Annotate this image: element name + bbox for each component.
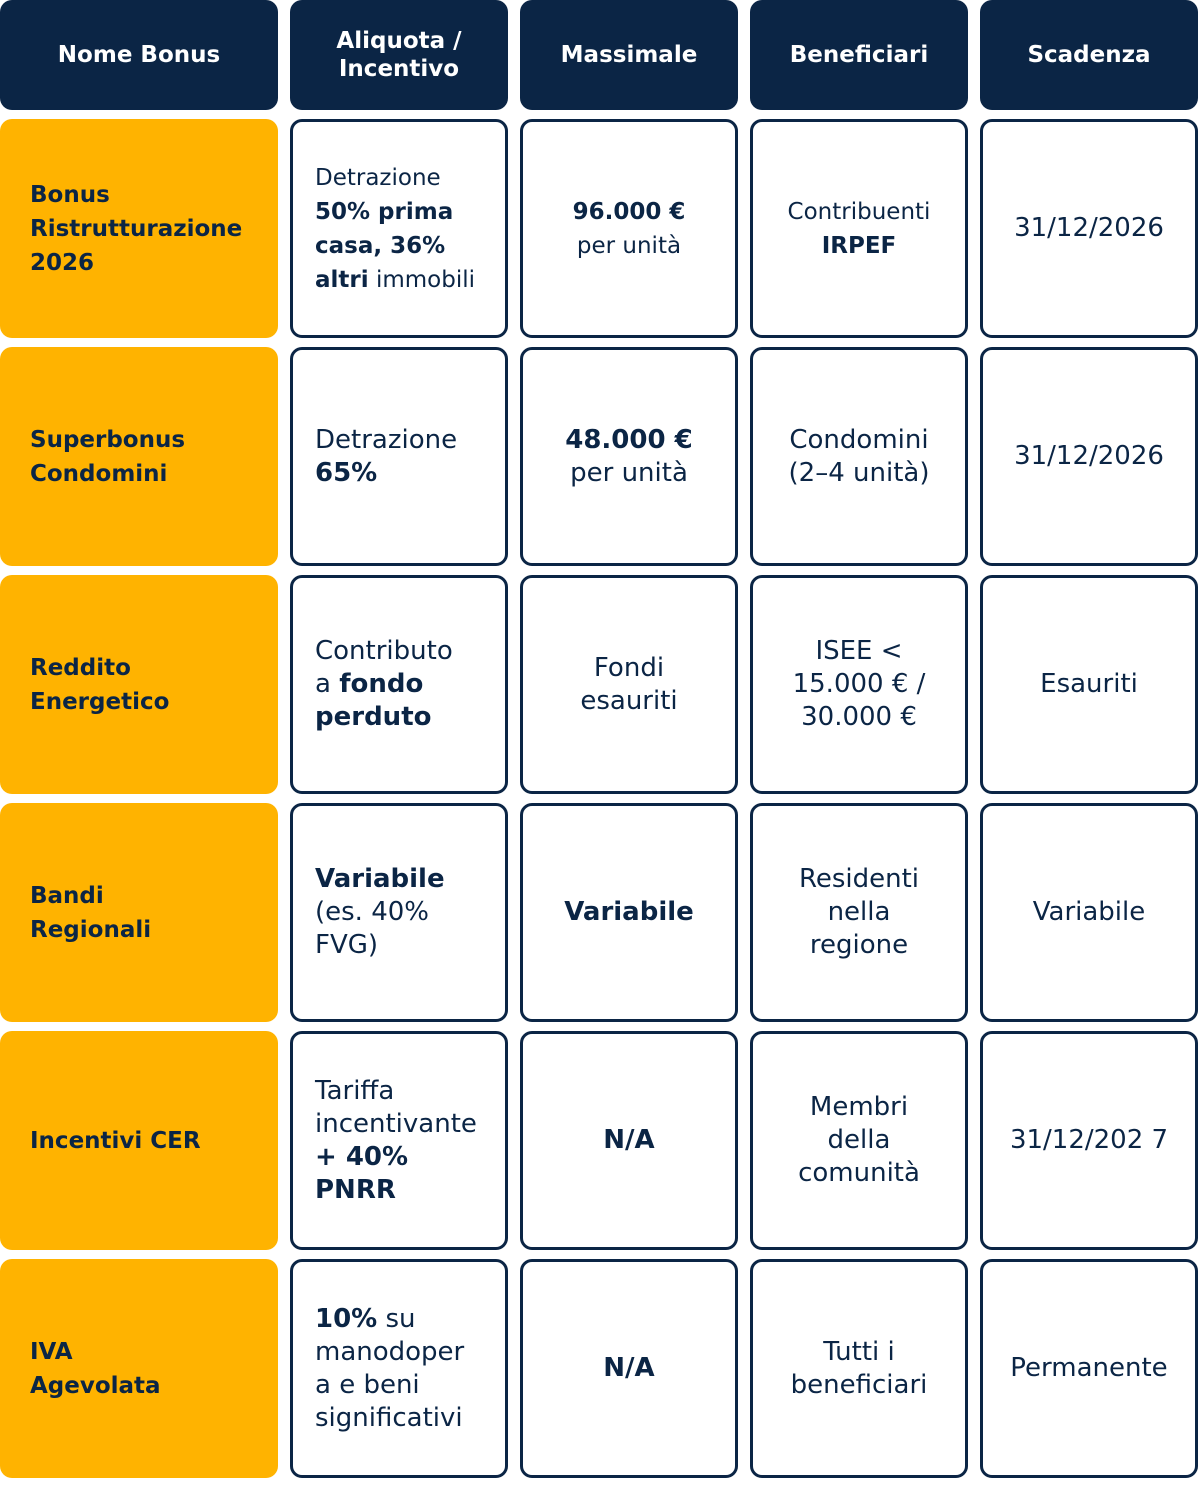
bonus-name: IVA Agevolata bbox=[30, 1338, 161, 1399]
beneficiaries-text: Contribuenti bbox=[787, 198, 931, 225]
header-label: Aliquota / Incentivo bbox=[336, 28, 462, 82]
deadline-text: 31/12/202 7 bbox=[1009, 1125, 1169, 1155]
bonus-name-cell bbox=[0, 1259, 278, 1478]
header-scadenza bbox=[980, 0, 1198, 110]
rate-cell bbox=[290, 347, 508, 566]
deadline-cell bbox=[980, 1031, 1198, 1250]
deadline-text: Variabile bbox=[1032, 897, 1146, 927]
bonus-name: Bandi Regionali bbox=[30, 882, 152, 943]
cap-amount: Variabile bbox=[564, 897, 694, 927]
cap-note: per unità bbox=[570, 457, 688, 488]
deadline-text: 31/12/2026 bbox=[1014, 441, 1164, 471]
bonus-name-cell bbox=[0, 1031, 278, 1250]
header-aliquota bbox=[290, 0, 508, 110]
cap-note: per unità bbox=[576, 232, 682, 259]
header-beneficiari bbox=[750, 0, 968, 110]
deadline-cell bbox=[980, 119, 1198, 338]
cap-cell bbox=[520, 1031, 738, 1250]
header-label: Beneficiari bbox=[789, 42, 929, 68]
rate-cell bbox=[290, 575, 508, 794]
deadline-text: Esauriti bbox=[1040, 669, 1138, 699]
bonus-name: Superbonus Condomini bbox=[30, 426, 186, 487]
deadline-cell bbox=[980, 347, 1198, 566]
rate-text-suffix: su manodoper a e beni significativi bbox=[315, 1303, 465, 1433]
cap-amount: N/A bbox=[603, 1125, 655, 1155]
beneficiaries-cell bbox=[750, 803, 968, 1022]
beneficiaries-text: Condomini (2–4 unità) bbox=[788, 424, 930, 488]
beneficiaries-text: Membri della comunità bbox=[798, 1092, 920, 1188]
cap-cell bbox=[520, 1259, 738, 1478]
rate-cell bbox=[290, 119, 508, 338]
cap-amount: N/A bbox=[603, 1353, 655, 1383]
cap-cell bbox=[520, 119, 738, 338]
beneficiaries-text: Tutti i beneficiari bbox=[790, 1336, 928, 1400]
header-label: Massimale bbox=[560, 42, 698, 68]
beneficiaries-text: ISEE < 15.000 € / 30.000 € bbox=[792, 636, 926, 732]
beneficiaries-cell bbox=[750, 1031, 968, 1250]
rate-text: Tariffa incentivante bbox=[315, 1075, 477, 1139]
rate-text: Contributo a bbox=[315, 636, 453, 699]
deadline-cell bbox=[980, 575, 1198, 794]
bonus-name-cell bbox=[0, 347, 278, 566]
deadline-text: Permanente bbox=[1010, 1353, 1168, 1383]
beneficiaries-cell bbox=[750, 119, 968, 338]
beneficiaries-cell bbox=[750, 1259, 968, 1478]
header-nome-bonus bbox=[0, 0, 278, 110]
rate-highlight: Variabile bbox=[315, 864, 445, 894]
cap-amount: 96.000 € bbox=[572, 198, 686, 225]
bonus-name-cell bbox=[0, 119, 278, 338]
deadline-cell bbox=[980, 1259, 1198, 1478]
cap-amount: 48.000 € bbox=[565, 424, 693, 455]
beneficiaries-highlight: IRPEF bbox=[821, 232, 897, 259]
rate-text: Detrazione bbox=[315, 164, 441, 191]
rate-highlight: 50% prima casa, 36% altri bbox=[315, 198, 454, 293]
cap-cell bbox=[520, 347, 738, 566]
bonus-name-cell bbox=[0, 803, 278, 1022]
cap-note: Fondi esauriti bbox=[580, 652, 678, 716]
rate-cell bbox=[290, 1031, 508, 1250]
header-label: Nome Bonus bbox=[57, 42, 221, 68]
beneficiaries-cell bbox=[750, 575, 968, 794]
bonus-name: Incentivi CER bbox=[30, 1127, 201, 1154]
rate-highlight: fondo perduto bbox=[315, 669, 432, 732]
bonus-name: Bonus Ristrutturazione 2026 bbox=[30, 181, 243, 276]
rate-cell bbox=[290, 803, 508, 1022]
rate-cell bbox=[290, 1259, 508, 1478]
rate-text-suffix: immobili bbox=[368, 266, 475, 293]
cap-cell bbox=[520, 803, 738, 1022]
deadline-cell bbox=[980, 803, 1198, 1022]
header-massimale bbox=[520, 0, 738, 110]
bonus-name-cell bbox=[0, 575, 278, 794]
deadline-text: 31/12/2026 bbox=[1014, 213, 1164, 243]
rate-highlight: + 40% PNRR bbox=[315, 1141, 409, 1205]
rate-text: Detrazione bbox=[315, 424, 458, 455]
header-label: Scadenza bbox=[1027, 42, 1151, 68]
bonus-name: Reddito Energetico bbox=[30, 654, 170, 715]
cap-cell bbox=[520, 575, 738, 794]
rate-text-suffix: (es. 40% FVG) bbox=[315, 897, 430, 960]
beneficiaries-cell bbox=[750, 347, 968, 566]
beneficiaries-text: Residenti nella regione bbox=[798, 864, 920, 960]
rate-highlight: 10% bbox=[315, 1303, 378, 1334]
rate-highlight: 65% bbox=[315, 457, 378, 488]
